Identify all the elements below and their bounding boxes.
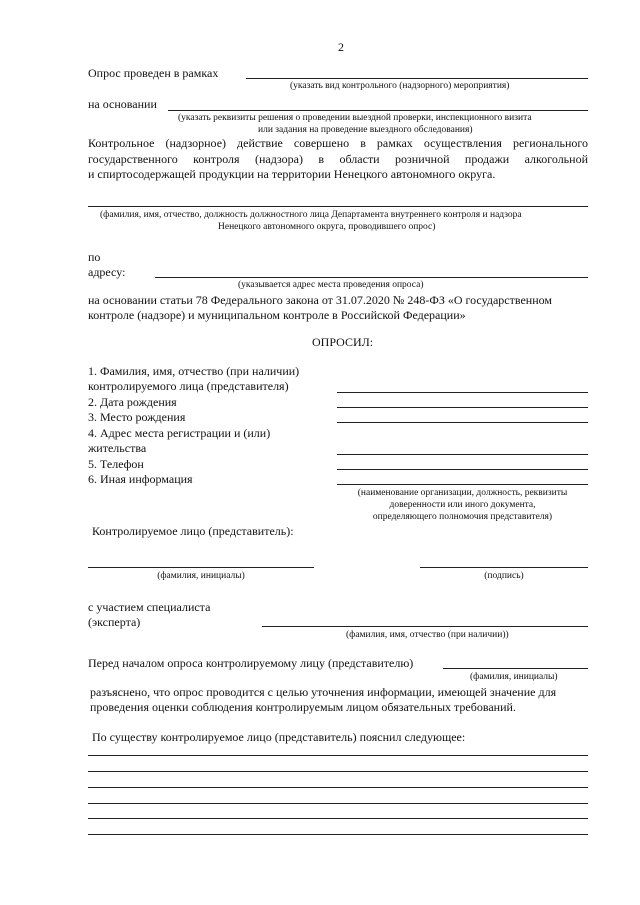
explanation-line-2[interactable] [88, 771, 588, 772]
explanation-label: По существу контролируемое лицо (представитель) пояснил следующее: [92, 730, 466, 744]
field-5-label: 5. Телефон [88, 457, 144, 471]
pre-survey-text-2: проведения оценки соблюдения контролируемым лицом обязательных требований. [90, 700, 516, 714]
page-number: 2 [338, 40, 344, 54]
pre-survey-input-line[interactable] [443, 668, 588, 669]
field-6-hint-3: определяющего полномочия представителя) [372, 512, 553, 522]
expert-hint: (фамилия, имя, отчество (при наличии)) [346, 630, 509, 640]
explanation-line-1[interactable] [88, 755, 588, 756]
basis-hint-1: (указать реквизиты решения о проведении выездной проверки, инспекционного визита [178, 113, 532, 123]
field-1-label-2: контролируемого лица (представителя) [88, 379, 289, 393]
official-hint-1: (фамилия, имя, отчество, должность должностного лица Департамента внутреннего контроля и надзора [100, 210, 522, 220]
pre-survey-label: Перед началом опроса контролируемому лицу (представителю) [88, 656, 414, 670]
explanation-line-5[interactable] [88, 818, 588, 819]
official-hint-2: Ненецкого автономного округа, проводившего опрос) [218, 222, 436, 232]
field-3-input-line[interactable] [337, 422, 588, 423]
field-4-input-line[interactable] [337, 454, 588, 455]
address-label-1: по [88, 250, 101, 264]
field-4-label-2: жительства [88, 441, 147, 455]
expert-label-1: с участием специалиста [88, 600, 211, 614]
explanation-line-3[interactable] [88, 787, 588, 788]
field-2-label: 2. Дата рождения [88, 395, 177, 409]
pre-survey-text-1: разъяснено, что опрос проводится с целью уточнения информации, имеющей значение для [90, 685, 557, 699]
conducted-label: Опрос проведен в рамках [88, 66, 219, 80]
field-6-input-line[interactable] [337, 484, 588, 485]
signature-name-line[interactable] [88, 567, 314, 568]
conducted-input-line[interactable] [246, 78, 588, 79]
signature-sign-hint: (подпись) [484, 571, 524, 581]
field-1-input-line[interactable] [337, 392, 588, 393]
field-4-label-1: 4. Адрес места регистрации и (или) [88, 426, 271, 440]
signature-label: Контролируемое лицо (представитель): [92, 524, 294, 538]
intro-line-3: и спиртосодержащей продукции на территории Ненецкого автономного округа. [88, 167, 496, 181]
field-5-input-line[interactable] [337, 469, 588, 470]
field-6-hint-1: (наименование организации, должность, реквизиты [357, 488, 568, 498]
official-input-line[interactable] [88, 206, 588, 207]
address-hint: (указывается адрес места проведения опроса) [238, 280, 424, 290]
address-label-2: адресу: [88, 265, 126, 279]
signature-sign-line[interactable] [420, 567, 588, 568]
explanation-line-4[interactable] [88, 803, 588, 804]
basis-label: на основании [88, 97, 157, 111]
intro-line-1: Контрольное (надзорное) действие совершено в рамках осуществления регионального [88, 136, 588, 150]
intro-line-2: государственного контроля (надзора) в области розничной продажи алкогольной [88, 152, 588, 166]
field-1-label-1: 1. Фамилия, имя, отчество (при наличии) [88, 364, 300, 378]
field-2-input-line[interactable] [337, 407, 588, 408]
law-line-1: на основании статьи 78 Федерального закона от 31.07.2020 № 248-ФЗ «О государственном [88, 293, 552, 307]
expert-label-2: (эксперта) [88, 615, 141, 629]
section-heading: ОПРОСИЛ: [312, 335, 374, 349]
expert-input-line[interactable] [262, 626, 588, 627]
field-6-label: 6. Иная информация [88, 472, 193, 486]
field-6-hint-2: доверенности или иного документа, [389, 500, 536, 510]
signature-name-hint: (фамилия, инициалы) [157, 571, 245, 581]
pre-survey-hint: (фамилия, инициалы) [470, 672, 558, 682]
explanation-line-6[interactable] [88, 834, 588, 835]
basis-hint-2: или задания на проведение выездного обследования) [258, 125, 473, 135]
basis-input-line[interactable] [168, 110, 588, 111]
address-input-line[interactable] [155, 277, 588, 278]
law-line-2: контроле (надзоре) и муниципальном контроле в Российской Федерации» [88, 308, 466, 322]
field-3-label: 3. Место рождения [88, 410, 186, 424]
conducted-hint: (указать вид контрольного (надзорного) мероприятия) [290, 81, 510, 91]
